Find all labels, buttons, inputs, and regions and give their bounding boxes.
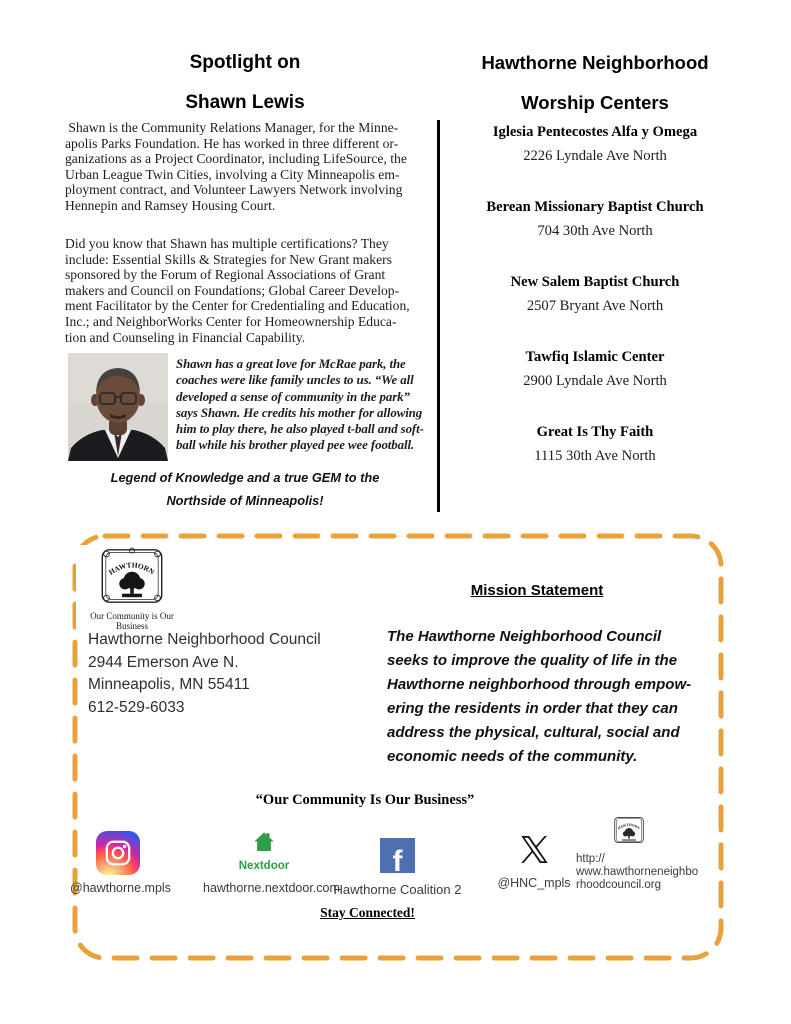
mission-statement-text: The Hawthorne Neighborhood Council seeks to improve the quality of life in the Hawthorne neighborhood through empow- ering the residents in order that they can address the physical, cultural, social and economic needs of the community.	[387, 628, 692, 765]
worship-title-line2: Worship Centers	[521, 92, 669, 113]
x-icon[interactable]	[483, 834, 585, 864]
x-handle[interactable]: @HNC_mpls	[497, 876, 571, 890]
website-url[interactable]: http:// www.hawthorneneighbo rhoodcouncil.org	[576, 853, 699, 891]
mission-statement-title: Mission Statement	[470, 582, 604, 599]
spotlight-caption-line1: Legend of Knowledge and a true GEM to the	[110, 470, 380, 485]
svg-text:HAWTHORNE: HAWTHORN	[617, 822, 641, 831]
nextdoor-icon[interactable]	[203, 831, 325, 858]
social-link-facebook[interactable]	[330, 838, 465, 897]
community-motto: “Our Community Is Our Business”	[255, 792, 475, 808]
social-link-nextdoor[interactable]	[203, 831, 340, 895]
spotlight-paragraph-1: Shawn is the Community Relations Manager, for the Minne- apolis Parks Foundation. He has worked in three different or- ganizations as a Project Coordinator, including LifeSource, the Urban League Twin Cities, involving a City Minneapolis em- ployment contract, and Volunteer Lawyers Network involving Hennepin and Ramsey Housing Court.	[65, 120, 407, 213]
worship-center-address: 1115 30th Ave North	[534, 448, 656, 464]
spotlight-quote: Shawn has a great love for McRae park, the coaches were like family uncles to us. “We all developed a sense of community in the park” says Shawn. He credits his mother for allowing him to play there, he also played t-ball and soft- ball while his brother played pee wee football.	[176, 357, 424, 453]
hawthorne-crest-icon	[576, 816, 682, 849]
worship-center-address: 704 30th Ave North	[537, 223, 653, 239]
list-item	[450, 424, 740, 465]
social-link-instagram[interactable]	[70, 831, 171, 895]
column-divider	[437, 120, 440, 512]
list-item	[450, 349, 740, 390]
social-link-website[interactable]	[576, 816, 699, 892]
instagram-icon[interactable]	[96, 831, 140, 875]
logo-caption: Our Community is Our Business	[90, 611, 174, 631]
contact-block: Hawthorne Neighborhood Council 2944 Emerson Ave N. Minneapolis, MN 55411 612-529-6033	[88, 631, 321, 716]
facebook-handle[interactable]: Hawthorne Coalition 2	[333, 882, 462, 897]
spotlight-title-line1: Spotlight on	[189, 52, 301, 73]
social-link-x[interactable]	[483, 834, 585, 890]
list-item	[450, 124, 740, 165]
spotlight-caption-line2: Northside of Minneapolis!	[166, 493, 324, 508]
worship-center-address: 2507 Bryant Ave North	[526, 298, 664, 314]
facebook-icon[interactable]	[380, 838, 415, 878]
worship-center-name: Berean Missionary Baptist Church	[486, 199, 704, 215]
spotlight-paragraph-2: Did you know that Shawn has multiple certifications? They include: Essential Skills & Strategies for New Grant makers sponsored by the Forum of Regional Associations of Grant makers and Council on Foundations; Global Career Develop- ment Facilitator by the Center for Credentialing and Education, Inc.; and NeighborWorks Center for Homeownership Educa- tion and Counseling in Financial Capability.	[65, 236, 410, 345]
worship-center-name: Iglesia Pentecostes Alfa y Omega	[492, 124, 698, 140]
worship-center-address: 2900 Lyndale Ave North	[523, 373, 667, 389]
worship-centers-list	[450, 124, 740, 499]
facebook-f-glyph: f	[392, 845, 403, 878]
stay-connected-label: Stay Connected!	[320, 905, 415, 920]
nextdoor-wordmark: Nextdoor	[238, 860, 290, 872]
logo-title: HAWTHORN	[106, 560, 157, 577]
worship-center-name: Tawfiq Islamic Center	[525, 349, 665, 365]
hawthorne-logo	[76, 545, 188, 633]
nextdoor-handle[interactable]: hawthorne.nextdoor.com	[203, 881, 340, 895]
worship-title-line1: Hawthorne Neighborhood	[481, 52, 709, 73]
list-item	[450, 274, 740, 315]
worship-center-name: Great Is Thy Faith	[536, 424, 654, 440]
shawn-lewis-portrait	[68, 353, 168, 461]
hawthorne-crest-icon	[96, 547, 168, 605]
worship-center-address: 2226 Lyndale Ave North	[523, 148, 667, 164]
worship-center-name: New Salem Baptist Church	[510, 274, 680, 290]
list-item	[450, 199, 740, 240]
spotlight-title-line2: Shawn Lewis	[185, 92, 305, 113]
instagram-handle[interactable]: @hawthorne.mpls	[70, 881, 171, 895]
